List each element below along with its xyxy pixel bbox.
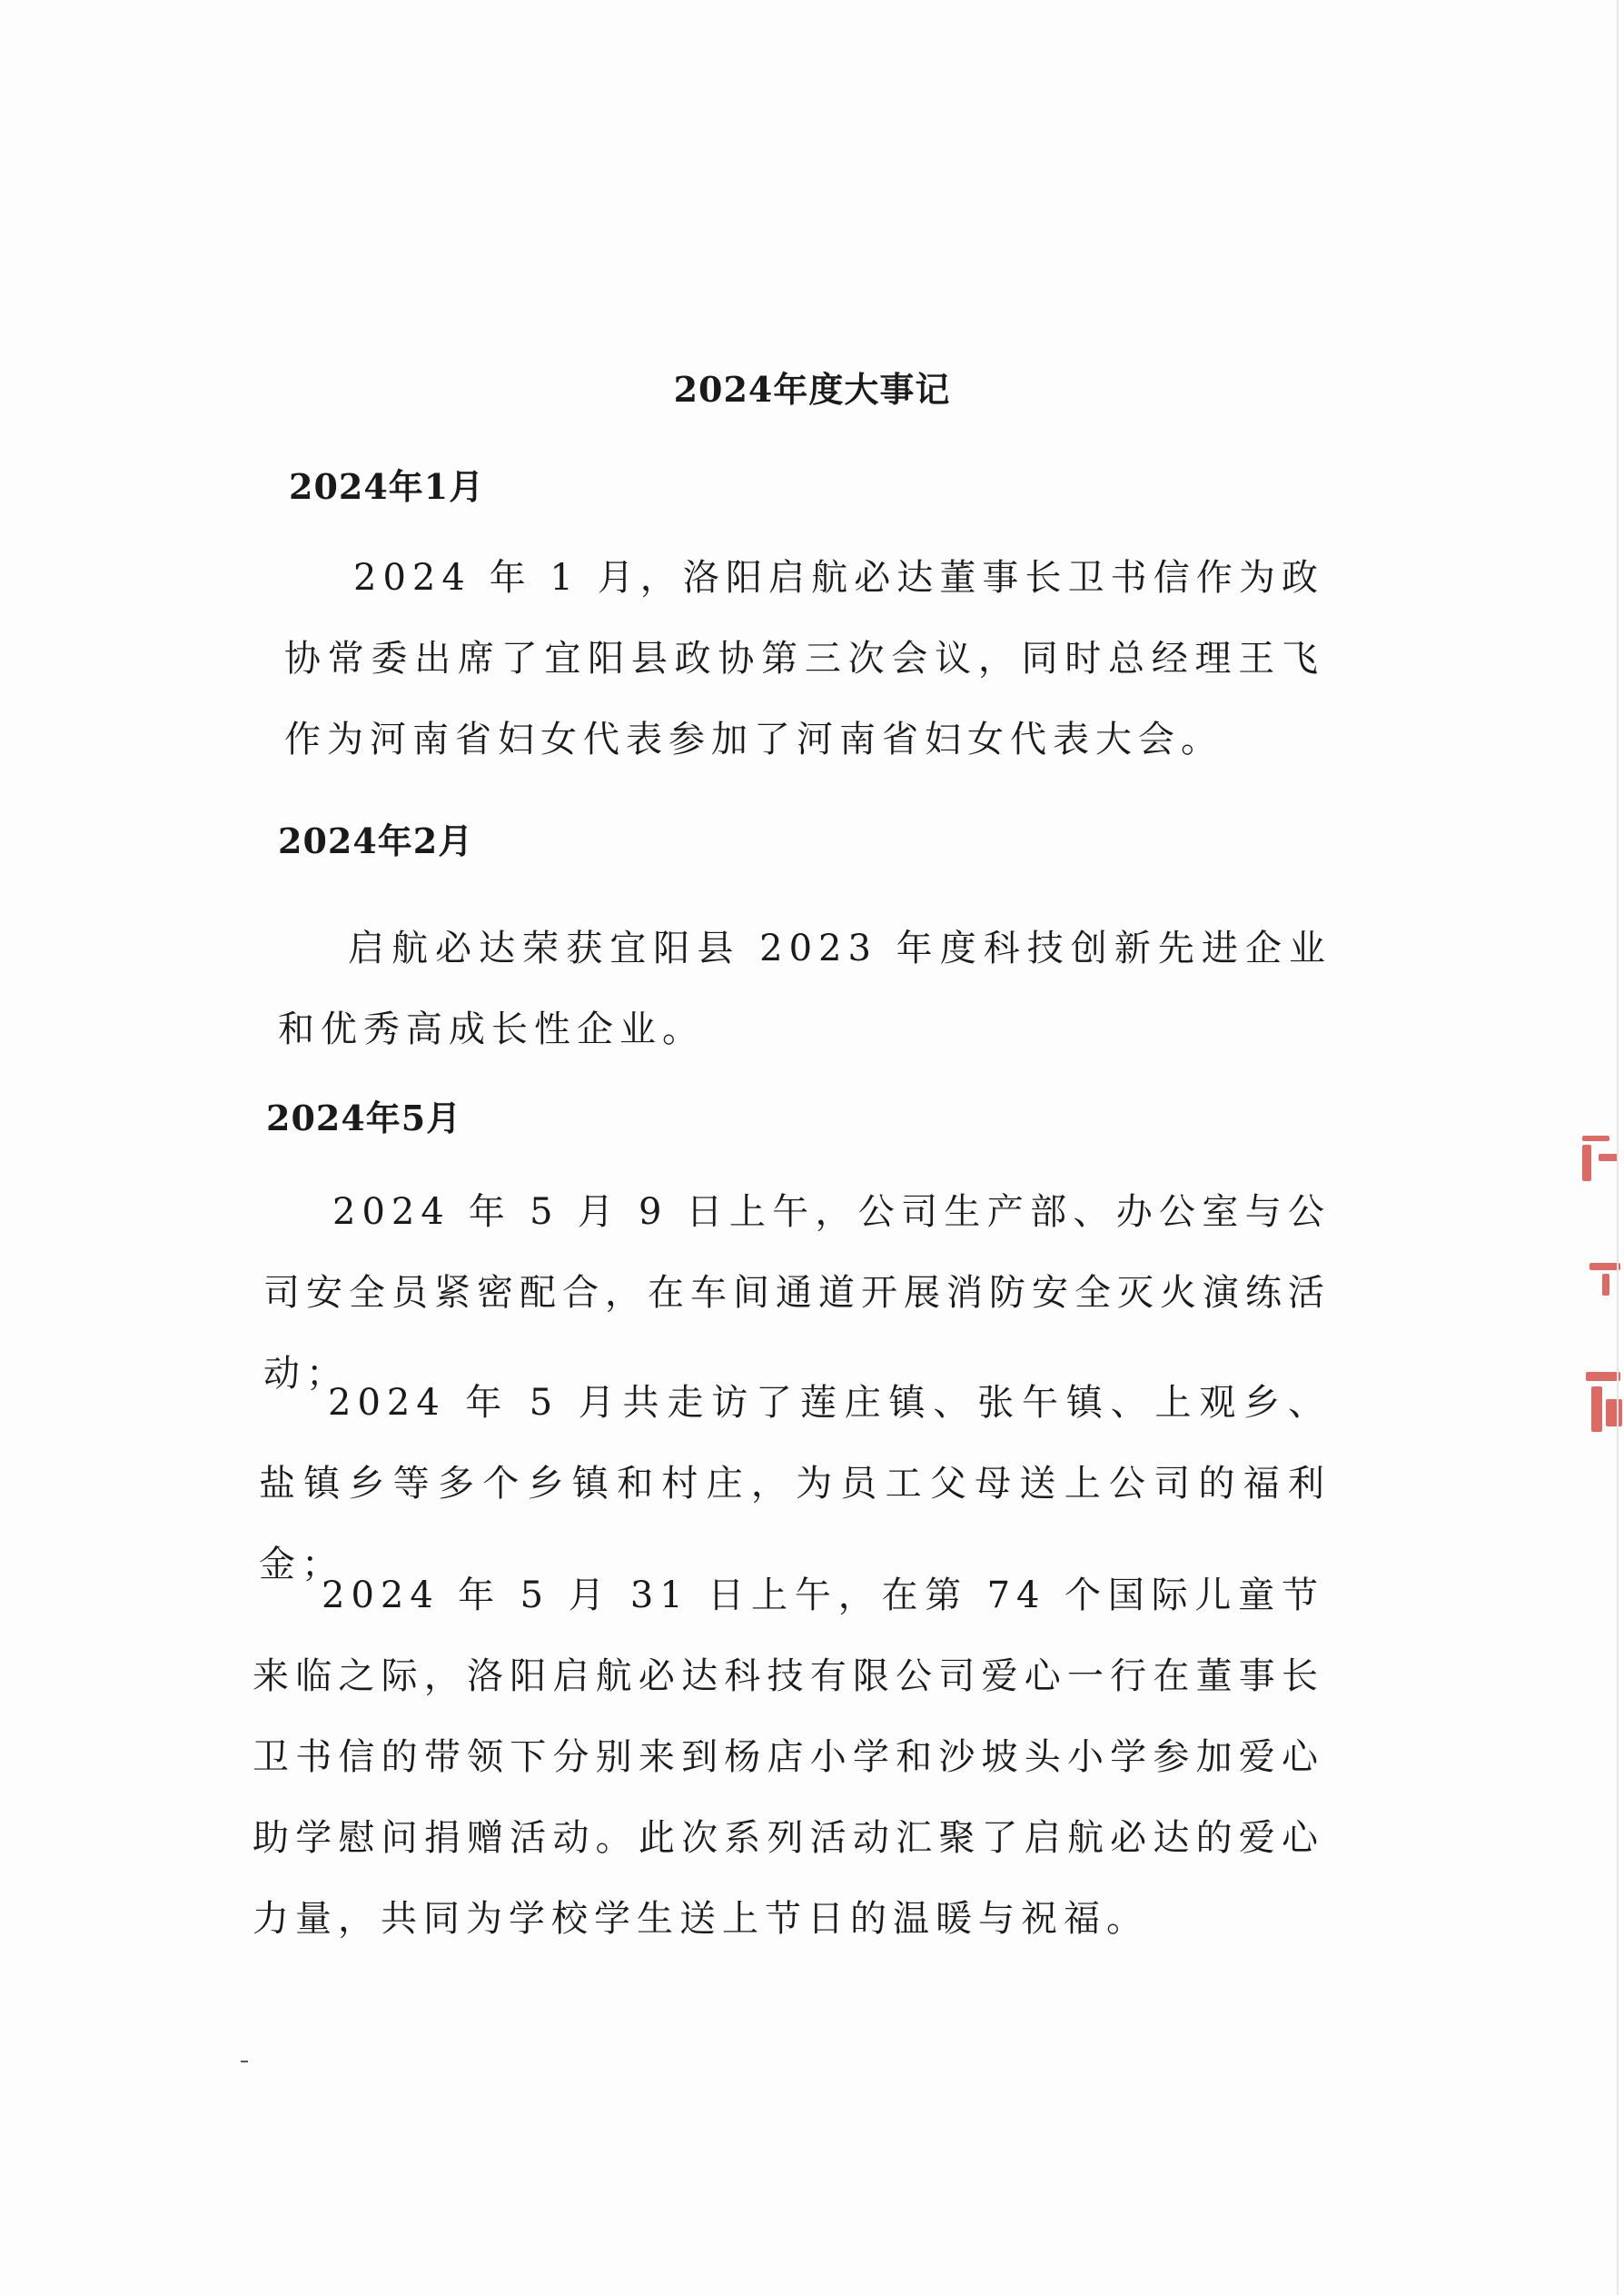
seal-stroke [1589,1263,1620,1270]
paragraph-text: 2024 年 5 月 31 日上午，在第 74 个国际儿童节来临之际，洛阳启航必达科技有限公司爱心一行在董事长卫书信的带领下分别来到杨店小学和沙坡头小学参加爱心助学慰问捐赠活动。此次系列活动汇聚了启航必达的爱心力量，共同为学校学生送上节日的温暖与祝福。 [253,1575,1324,1940]
section-paragraph [253,1555,1324,1960]
seal-stroke [1591,1386,1602,1432]
section-paragraph [278,909,1332,1070]
section-heading-january: 2024年1月 [289,466,485,507]
seal-stroke [1606,1399,1622,1426]
document-title: 2024年度大事记 [673,369,951,410]
seal-stroke [1599,1154,1619,1161]
paragraph-text: 2024 年 5 月共走访了莲庄镇、张午镇、上观乡、盐镇乡等多个乡镇和村庄，为员工父母送上公司的福利金； [259,1382,1331,1585]
section-paragraph [284,538,1324,780]
paragraph-text: 2024 年 1 月，洛阳启航必达董事长卫书信作为政协常委出席了宜阳县政协第三次会议，同时总经理王飞作为河南省妇女代表参加了河南省妇女代表大会。 [284,557,1324,760]
seal-stroke [1602,1274,1609,1296]
seal-stroke [1586,1372,1620,1381]
section-heading-may: 2024年5月 [266,1098,462,1138]
seal-stroke [1582,1136,1609,1141]
seal-stroke [1582,1145,1591,1181]
paragraph-text: 2024 年 5 月 9 日上午，公司生产部、办公室与公司安全员紧密配合，在车间通道开展消防安全灭火演练活动； [263,1191,1331,1395]
section-heading-february: 2024年2月 [278,820,474,861]
paragraph-text: 启航必达荣获宜阳县 2023 年度科技创新先进企业和优秀高成长性企业。 [278,928,1332,1050]
stray-mark [241,2061,248,2062]
scan-edge [1617,0,1619,2295]
